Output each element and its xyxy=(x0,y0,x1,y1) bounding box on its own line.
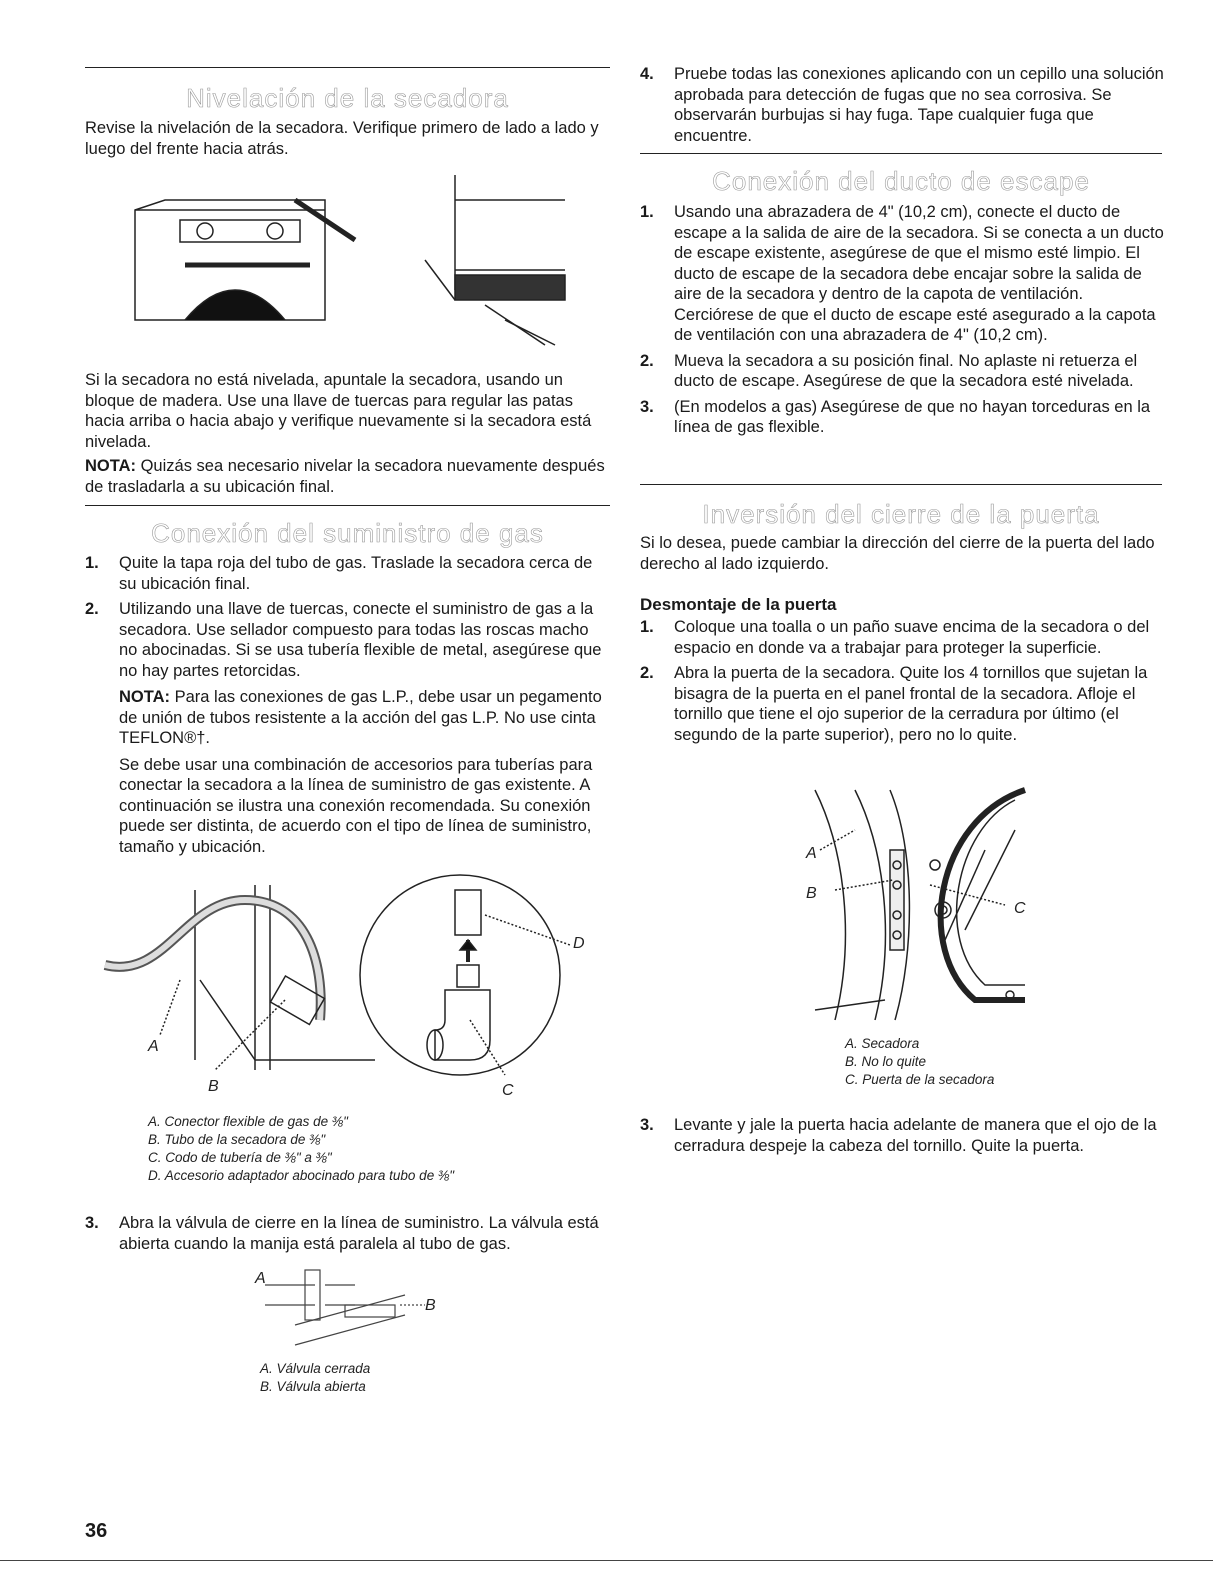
valve-fig-label-b: B xyxy=(425,1297,436,1314)
step-number: 2. xyxy=(640,351,654,370)
leveling-illustration xyxy=(125,170,575,360)
note-label: NOTA: xyxy=(119,688,171,706)
valve-fig-label-a: A xyxy=(255,1270,266,1287)
step-text: Usando una abrazadera de 4" (10,2 cm), conecte el ducto de escape a la salida de aire de la secadora. Si se conecta a un ducto de escape existente, asegúrese de que el mismo esté limpio. El ducto de escape de la secadora debe encajar sobre la salida de aire de la secadora y dentro de la capota de ventilación. Cerciórese de que el ducto de escape esté asegurado a la capota de ventilación con una abrazadera de 4" (10,2 cm). xyxy=(674,203,1164,344)
list-item xyxy=(640,397,1165,438)
caption-line: B. Tubo de la secadora de ⅜" xyxy=(148,1132,326,1147)
door-subheading: Desmontaje de la puerta xyxy=(640,595,837,614)
section-rule xyxy=(640,484,1162,485)
gas-connection-illustration xyxy=(105,870,585,1080)
step-number: 3. xyxy=(640,397,654,416)
caption-line: C. Puerta de la secadora xyxy=(845,1072,995,1087)
gas-fig-label-b: B xyxy=(208,1078,219,1095)
section-rule xyxy=(640,153,1162,154)
leveling-heading: Nivelación de la secadora xyxy=(186,83,509,113)
step-number: 1. xyxy=(640,618,654,636)
step-number: 2. xyxy=(640,664,654,682)
step-text: Utilizando una llave de tuercas, conecte el suministro de gas a la secadora. Use sellador compuesto para todas las roscas macho no abocinadas. Si se usa tubería flexible de metal, asegúrese que no hay partes retorcidas. xyxy=(119,600,602,680)
exhaust-steps xyxy=(640,202,1165,443)
door-heading: Inversión del cierre de la puerta xyxy=(702,499,1100,529)
caption-line: A. Conector flexible de gas de ⅜" xyxy=(148,1114,348,1129)
note-text: Quizás sea necesario nivelar la secadora nuevamente después de trasladarla a su ubicación final. xyxy=(85,457,605,496)
step-text: Levante y jale la puerta hacia adelante de manera que el ojo de la cerradura despeje la cabeza del tornillo. Quite la puerta. xyxy=(674,1116,1157,1155)
step-number: 1. xyxy=(85,554,99,572)
caption-line: A. Válvula cerrada xyxy=(260,1361,371,1376)
step-text: Coloque una toalla o un paño suave encima de la secadora o del espacio en donde va a trabajar para proteger la superficie. xyxy=(674,618,1150,657)
page-bottom-rule xyxy=(0,1560,1213,1561)
note-text: Para las conexiones de gas L.P., debe usar un pegamento de unión de tubos resistente a la acción del gas L.P. No use cinta TEFLON®†. xyxy=(119,688,602,747)
door-steps-cont xyxy=(640,1115,1165,1161)
list-item xyxy=(640,351,1165,392)
door-steps xyxy=(640,617,1165,750)
door-captions xyxy=(845,1035,1095,1089)
door-fig-label-b: B xyxy=(806,885,817,902)
gas-step4 xyxy=(640,64,1165,151)
caption-line: D. Accesorio adaptador abocinado para tubo de ⅜" xyxy=(148,1168,454,1183)
step-text: Pruebe todas las conexiones aplicando con un cepillo una solución aprobada para detección de fugas que no sea corrosiva. Se observarán burbujas si hay fuga. Tape cualquier fuga que encuentre. xyxy=(674,65,1164,145)
list-item xyxy=(85,1213,605,1254)
step-text: Mueva la secadora a su posición final. No aplaste ni retuerza el ducto de escape. Asegúrese de que la secadora esté nivelada. xyxy=(674,351,1138,390)
gas-heading: Conexión del suministro de gas xyxy=(151,518,544,548)
gas-note xyxy=(119,687,605,749)
step-text: Quite la tapa roja del tubo de gas. Traslade la secadora cerca de su ubicación final. xyxy=(119,554,593,593)
door-intro: Si lo desea, puede cambiar la dirección del cierre de la puerta del lado derecho al lado izquierdo. xyxy=(640,534,1155,573)
step-number: 4. xyxy=(640,65,654,83)
step-text: Abra la puerta de la secadora. Quite los 4 tornillos que sujetan la bisagra de la puerta en el panel frontal de la secadora. Afloje el tornillo que tiene el ojo superior de la cerradura por último (el segundo de la parte superior), pero no lo quite. xyxy=(674,664,1148,744)
step-number: 3. xyxy=(640,1116,654,1134)
gas-combo-text: Se debe usar una combinación de accesorios para tuberías para conectar la secadora a la línea de suministro de gas existente. A continuación se ilustra una conexión recomendada. Su conexión puede ser distinta, de acuerdo con el tipo de línea de suministro, tamaño y ubicación. xyxy=(119,755,593,856)
gas-fig-label-d: D xyxy=(573,935,585,952)
gas-captions xyxy=(148,1113,568,1185)
door-fig-label-a: A xyxy=(806,845,817,862)
caption-line: A. Secadora xyxy=(845,1036,920,1051)
list-item xyxy=(85,599,605,857)
step-number: 1. xyxy=(640,203,654,221)
valve-captions xyxy=(260,1360,510,1396)
caption-line: B. Válvula abierta xyxy=(260,1379,366,1394)
exhaust-heading: Conexión del ducto de escape xyxy=(712,166,1090,196)
gas-fig-label-c: C xyxy=(502,1082,514,1099)
caption-line: B. No lo quite xyxy=(845,1054,927,1069)
list-item xyxy=(640,64,1165,146)
door-hinge-illustration xyxy=(815,790,1045,1020)
leveling-intro: Revise la nivelación de la secadora. Verifique primero de lado a lado y luego del frente hacia atrás. xyxy=(85,119,599,158)
door-fig-label-c: C xyxy=(1014,900,1026,917)
caption-line: C. Codo de tubería de ⅜" a ⅜" xyxy=(148,1150,332,1165)
list-item xyxy=(640,663,1165,745)
gas-steps xyxy=(85,553,605,862)
step-text: Abra la válvula de cierre en la línea de suministro. La válvula está abierta cuando la manija está paralela al tubo de gas. xyxy=(119,1214,599,1253)
list-item xyxy=(640,1115,1165,1156)
note-label: NOTA: xyxy=(85,457,137,475)
step-number: 2. xyxy=(85,600,99,618)
gas-steps-cont xyxy=(85,1213,605,1259)
leveling-note xyxy=(85,456,610,497)
section-rule xyxy=(85,505,610,506)
leveling-body: Si la secadora no está nivelada, apuntale la secadora, usando un bloque de madera. Use una llave de tuercas para regular las patas hacia arriba o hacia abajo y verifique nuevamente si la secadora está nivelada. xyxy=(85,371,592,451)
list-item xyxy=(85,553,605,594)
section-rule xyxy=(85,67,610,68)
list-item xyxy=(640,202,1165,346)
step-text: (En modelos a gas) Asegúrese de que no hayan torceduras en la línea de gas flexible. xyxy=(674,397,1151,436)
list-item xyxy=(640,617,1165,658)
page-number: 36 xyxy=(85,1520,108,1542)
gas-fig-label-a: A xyxy=(148,1038,159,1055)
step-number: 3. xyxy=(85,1214,99,1232)
